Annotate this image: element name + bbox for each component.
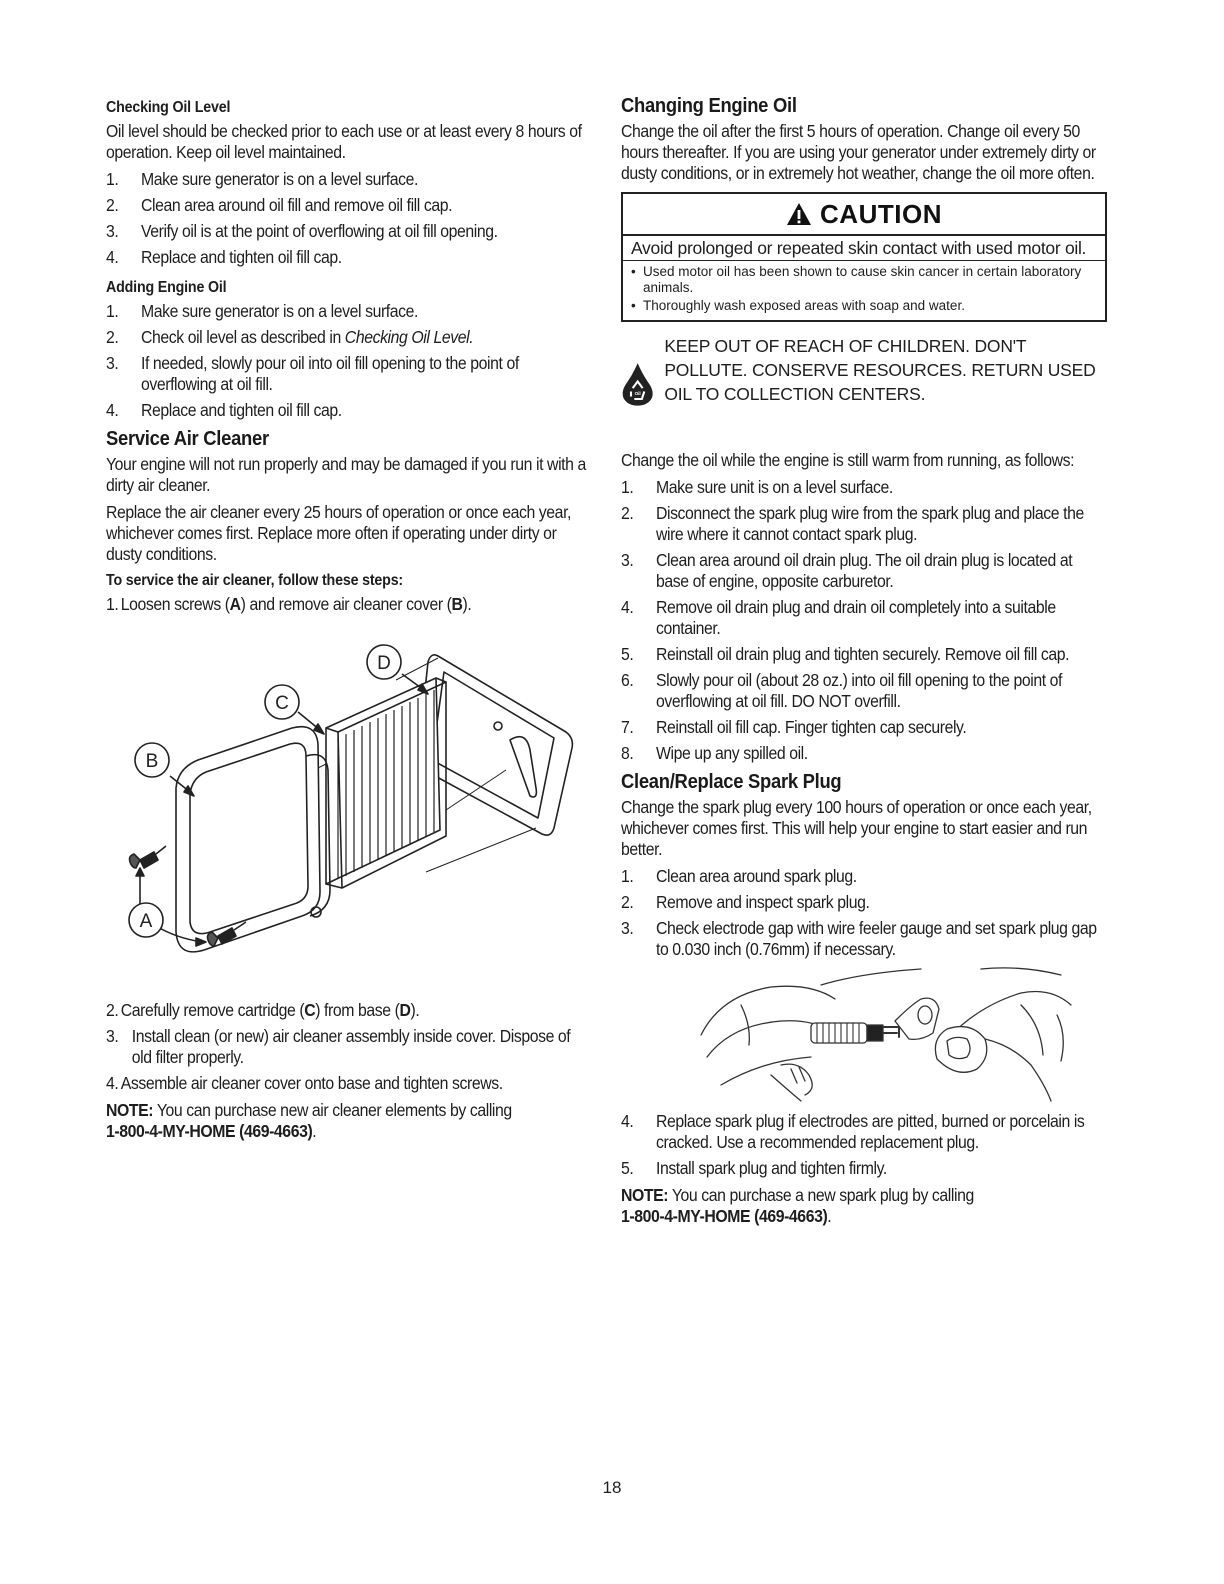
adding-oil-title: Adding Engine Oil: [106, 279, 227, 296]
cross-reference: Checking Oil Level.: [344, 327, 474, 347]
list-item: 2. Disconnect the spark plug wire from the spark plug and place the wire where it cannot contact spark plug.: [621, 503, 1084, 544]
air-cleaner-steps-a: [106, 594, 592, 615]
svg-text:Oil: Oil: [634, 390, 641, 396]
warning-triangle-icon: [786, 202, 812, 226]
list-item: 3. Install clean (or new) air cleaner assembly inside cover. Dispose of old filter properly.: [106, 1026, 571, 1067]
svg-text:B: B: [145, 751, 159, 772]
list-item: 1. Loosen screws (A) and remove air cleaner cover (B).: [106, 594, 472, 614]
svg-text:A: A: [139, 911, 153, 932]
caution-title: CAUTION: [820, 198, 942, 229]
list-item: 2. Clean area around oil fill and remove oil fill cap.: [106, 195, 453, 215]
air-cleaner-para-2: Replace the air cleaner every 25 hours of operation or once each year, whichever comes first. Replace more often if operating under dirty or dusty conditions.: [106, 502, 572, 564]
left-column: [106, 98, 592, 1148]
list-item: 4. Replace and tighten oil fill cap.: [106, 247, 342, 267]
callout-b: [135, 743, 169, 777]
checking-oil-title: Checking Oil Level: [106, 99, 231, 116]
oil-recycle-drop-icon: [621, 332, 654, 436]
list-item: 3. If needed, slowly pour oil into oil fill opening to the point of overflowing at oil fill.: [106, 353, 519, 394]
list-item: 7. Reinstall oil fill cap. Finger tighten cap securely.: [621, 717, 967, 737]
air-cleaner-steps-title: To service the air cleaner, follow these steps:: [106, 572, 404, 589]
base-frame: [418, 655, 573, 835]
list-item: 1. Make sure unit is on a level surface.: [621, 477, 893, 497]
list-item: 4. Remove oil drain plug and drain oil completely into a suitable container.: [621, 597, 1056, 638]
svg-text:C: C: [275, 693, 289, 714]
spark-plug-gap-illustration: [621, 965, 1107, 1105]
spark-plug-title: Clean/Replace Spark Plug: [621, 771, 842, 793]
list-item: 5. Reinstall oil drain plug and tighten securely. Remove oil fill cap.: [621, 644, 1070, 664]
page-number: 18: [602, 1478, 622, 1497]
list-item: • Used motor oil has been shown to cause skin cancer in certain laboratory animals.: [631, 264, 1097, 296]
phone-number: 1-800-4-MY-HOME (469-4663): [106, 1121, 313, 1141]
list-item: 5. Install spark plug and tighten firmly.: [621, 1158, 887, 1178]
air-cleaner-diagram: [106, 620, 592, 992]
list-item: 1. Make sure generator is on a level surface.: [106, 169, 419, 189]
caution-bullets: [623, 261, 1105, 320]
spark-plug-steps-a: [621, 866, 1107, 960]
spark-plug-intro: Change the spark plug every 100 hours of operation or once each year, whichever comes first. This will help your engine to start easier and run better.: [621, 797, 1092, 859]
caution-header: [623, 194, 1105, 236]
spark-plug-steps-b: [621, 1111, 1107, 1179]
list-item: 2. Check oil level as described in Checking Oil Level.: [106, 327, 474, 347]
spark-plug-note: NOTE: You can purchase a new spark plug by calling 1-800-4-MY-HOME (469-4663).: [621, 1185, 974, 1226]
list-item: 8. Wipe up any spilled oil.: [621, 743, 808, 763]
list-item: 3. Verify oil is at the point of overflowing at oil fill opening.: [106, 221, 498, 241]
caution-box: [621, 192, 1107, 322]
svg-text:D: D: [377, 653, 391, 674]
list-item: 2. Remove and inspect spark plug.: [621, 892, 870, 912]
list-item: 6. Slowly pour oil (about 28 oz.) into oil fill opening to the point of overflowing at oil fill. DO NOT overfill.: [621, 670, 1063, 711]
right-column: [621, 94, 1107, 1233]
air-cleaner-cover: [176, 727, 320, 952]
callout-c: [265, 685, 299, 719]
list-item: 2. Carefully remove cartridge (C) from base (D).: [106, 1000, 420, 1020]
screw-icon: [130, 846, 167, 868]
air-cleaner-steps-b: [106, 1000, 592, 1094]
phone-number: 1-800-4-MY-HOME (469-4663): [621, 1206, 828, 1226]
recycle-notice: [621, 332, 1107, 436]
checking-oil-intro: Oil level should be checked prior to each use or at least every 8 hours of operation. Keep oil level maintained.: [106, 121, 582, 162]
list-item: 3. Check electrode gap with wire feeler gauge and set spark plug gap to 0.030 inch (0.76mm) if necessary.: [621, 918, 1097, 959]
oil-change-intro: Change the oil while the engine is still warm from running, as follows:: [621, 450, 1075, 470]
callout-a: [129, 903, 163, 937]
checking-oil-steps: [106, 169, 592, 268]
list-item: 4. Assemble air cleaner cover onto base and tighten screws.: [106, 1073, 503, 1093]
oil-change-steps: [621, 477, 1107, 764]
list-item: 4. Replace and tighten oil fill cap.: [106, 400, 342, 420]
changing-engine-oil-title: Changing Engine Oil: [621, 95, 797, 117]
recycle-text: KEEP OUT OF REACH OF CHILDREN. DON'T POLLUTE. CONSERVE RESOURCES. RETURN USED OIL TO COLLECTION CENTERS.: [664, 336, 1096, 404]
air-cleaner-note: NOTE: You can purchase new air cleaner elements by calling 1-800-4-MY-HOME (469-4663).: [106, 1100, 512, 1141]
caution-main-text: Avoid prolonged or repeated skin contact with used motor oil.: [623, 236, 1105, 261]
list-item: 4. Replace spark plug if electrodes are pitted, burned or porcelain is cracked. Use a recommended replacement plug.: [621, 1111, 1085, 1152]
changing-oil-intro: Change the oil after the first 5 hours of operation. Change oil every 50 hours thereafter. If you are using your generator under extremely dirty or dusty conditions, or in extremely hot weather, change the oil more often.: [621, 121, 1096, 183]
list-item: 1. Make sure generator is on a level surface.: [106, 301, 419, 321]
list-item: 3. Clean area around oil drain plug. The oil drain plug is located at base of engine, opposite carburetor.: [621, 550, 1073, 591]
list-item: 1. Clean area around spark plug.: [621, 866, 857, 886]
air-cleaner-para-1: Your engine will not run properly and may be damaged if you run it with a dirty air cleaner.: [106, 454, 586, 495]
adding-oil-steps: [106, 301, 592, 421]
filter-cartridge: [326, 678, 440, 884]
service-air-cleaner-title: Service Air Cleaner: [106, 428, 269, 450]
callout-d: [367, 645, 401, 679]
list-item: • Thoroughly wash exposed areas with soap and water.: [631, 298, 1097, 314]
